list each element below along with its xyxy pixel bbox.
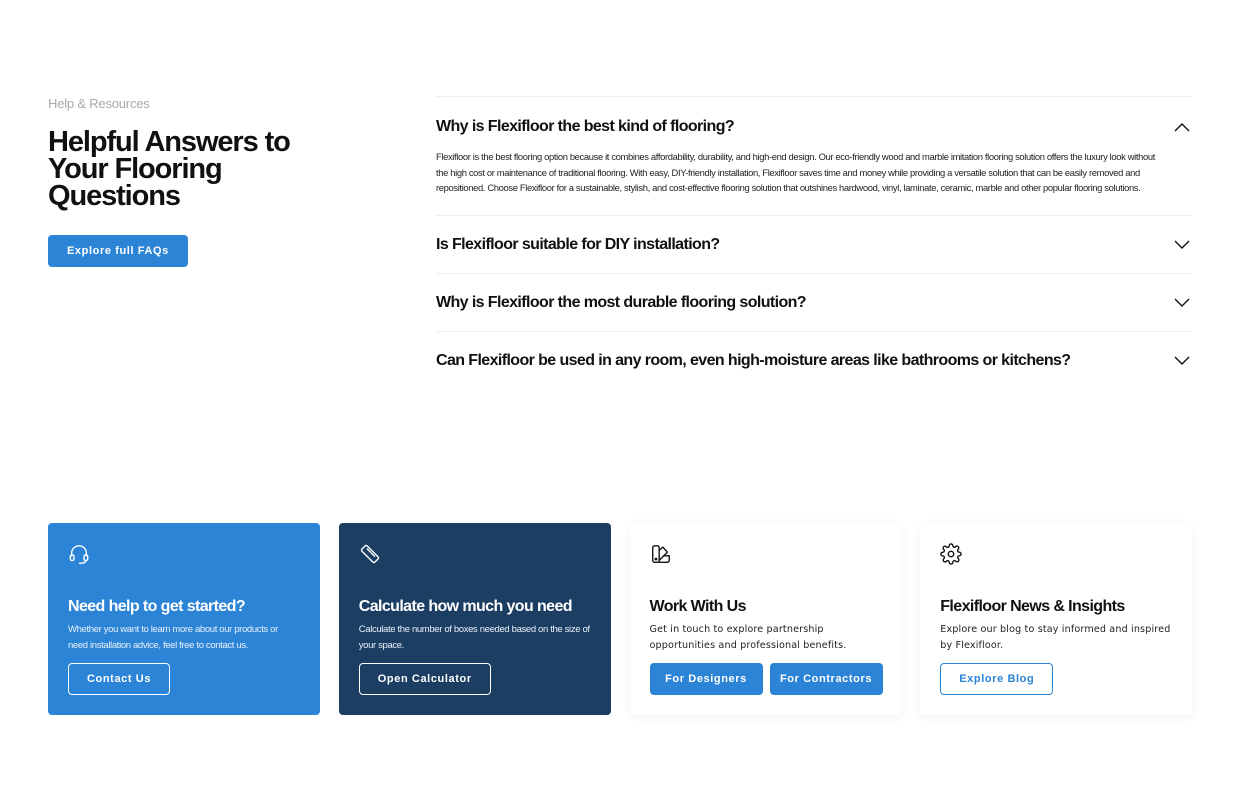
- chevron-down-icon[interactable]: [1174, 353, 1190, 369]
- faq-question-toggle[interactable]: [436, 332, 1192, 389]
- explore-blog-button[interactable]: Explore Blog: [940, 663, 1053, 695]
- faq-question: Can Flexifloor be used in any room, even high-moisture areas like bathrooms or kitchens?: [436, 352, 1071, 369]
- swatches-icon: [650, 543, 882, 565]
- chevron-up-icon[interactable]: [1174, 119, 1190, 135]
- faq-accordion: [436, 96, 1192, 389]
- gear-icon: [940, 543, 1172, 565]
- headset-icon: [68, 543, 300, 565]
- card-actions: [68, 663, 170, 695]
- faq-question: Is Flexifloor suitable for DIY installation?: [436, 236, 720, 253]
- for-designers-button[interactable]: For Designers: [650, 663, 763, 695]
- section-eyebrow: Help & Resources: [48, 96, 150, 111]
- card-title: Need help to get started?: [68, 598, 246, 615]
- faq-question-toggle[interactable]: [436, 274, 1192, 331]
- faq-item: [436, 332, 1192, 389]
- card-actions: [650, 663, 883, 695]
- section-title: Helpful Answers to Your Flooring Questions: [48, 126, 290, 212]
- open-calculator-button[interactable]: Open Calculator: [359, 663, 491, 695]
- faq-question-toggle[interactable]: [436, 216, 1192, 273]
- card-title: Calculate how much you need: [358, 598, 572, 615]
- card-description: Get in touch to explore partnership opportunities and professional benefits.: [649, 624, 847, 651]
- work-with-us-card: [630, 523, 902, 715]
- faq-intro: [48, 96, 348, 267]
- card-description: Calculate the number of boxes needed based on the size of your space.: [358, 624, 590, 651]
- faq-question: Why is Flexifloor the most durable flooring solution?: [436, 294, 806, 311]
- for-contractors-button[interactable]: For Contractors: [770, 663, 883, 695]
- card-actions: [940, 663, 1053, 695]
- faq-answer: Flexifloor is the best flooring option because it combines affordability, durability, and high-end design. Our eco-friendly wood and marble imitation flooring solution offers the luxury look without the high cost or maintenance of traditional flooring. With easy, DIY-friendly installation, Flexifloor saves time and money while providing a versatile solution that can be easily removed and repositioned. Choose Flexifloor for a sustainable, stylish, and cost-effective flooring solution that outshines hardwood, vinyl, laminate, ceramic, marble and other popular flooring solutions.: [436, 151, 1155, 193]
- resource-cards: [48, 523, 1192, 715]
- faq-question-toggle[interactable]: [436, 97, 1192, 155]
- card-title: Work With Us: [649, 598, 746, 615]
- faq-item: [436, 274, 1192, 332]
- calculator-card: [339, 523, 611, 715]
- chevron-down-icon[interactable]: [1174, 295, 1190, 311]
- faq-question: Why is Flexifloor the best kind of flooring?: [436, 118, 735, 135]
- contact-us-button[interactable]: Contact Us: [68, 663, 170, 695]
- faq-item: [436, 97, 1192, 216]
- explore-faqs-button[interactable]: Explore full FAQs: [48, 235, 188, 267]
- faq-item: [436, 216, 1192, 274]
- chevron-down-icon[interactable]: [1174, 237, 1190, 253]
- card-actions: [359, 663, 491, 695]
- card-description: Whether you want to learn more about our products or need installation advice, feel free to contact us.: [68, 624, 278, 651]
- card-title: Flexifloor News & Insights: [940, 598, 1125, 615]
- ruler-icon: [359, 543, 591, 565]
- help-card: [48, 523, 320, 715]
- news-card: [920, 523, 1192, 715]
- card-description: Explore our blog to stay informed and inspired by Flexifloor.: [940, 624, 1171, 651]
